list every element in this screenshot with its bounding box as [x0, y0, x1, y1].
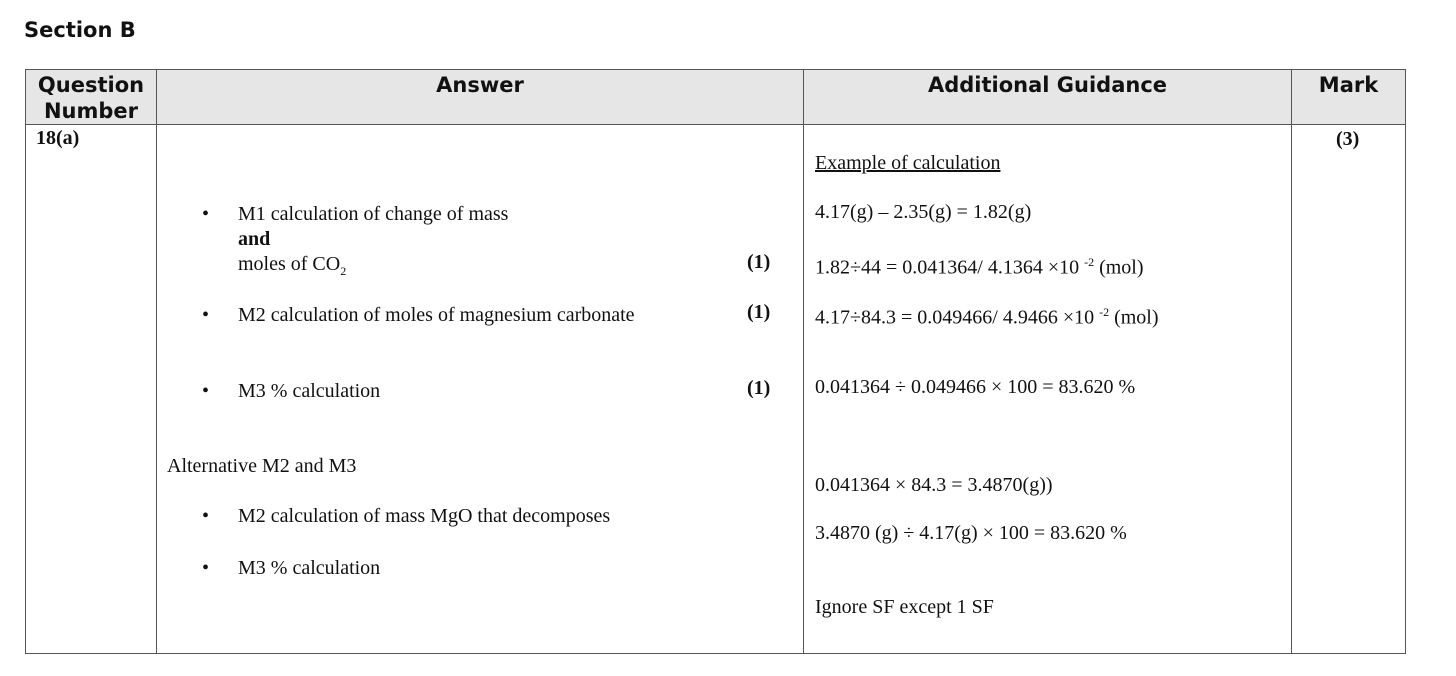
- question-number: 18(a): [36, 127, 80, 149]
- guidance-line5: 0.041364 × 84.3 = 3.4870(g)): [815, 474, 1053, 496]
- column-divider: [803, 70, 804, 653]
- guidance-example-heading: Example of calculation: [815, 152, 1001, 174]
- bullet-icon: •: [202, 203, 210, 225]
- header-question-line1: Question: [37, 73, 145, 97]
- guidance-line2: [815, 250, 1144, 280]
- total-mark: (3): [1336, 128, 1360, 150]
- header-answer: Answer: [436, 73, 524, 97]
- answer-m1-line2-subscript: 2: [340, 264, 347, 278]
- answer-m3: M3 % calculation: [238, 380, 381, 402]
- answer-m2: M2 calculation of moles of magnesium carbonate: [238, 304, 635, 326]
- guidance-line2-unit: (mol): [1094, 256, 1144, 279]
- bullet-icon: •: [202, 505, 210, 527]
- guidance-line2-exponent: -2: [1084, 255, 1095, 269]
- guidance-line3-unit: (mol): [1109, 306, 1159, 329]
- answer-m2-mark: (1): [747, 301, 771, 323]
- section-title: Section B: [24, 18, 136, 42]
- answer-alt-m2: M2 calculation of mass MgO that decomposes: [238, 505, 611, 527]
- answer-m1-line2-text: moles of CO: [238, 253, 341, 275]
- guidance-line1: 4.17(g) – 2.35(g) = 1.82(g): [815, 201, 1032, 223]
- column-divider: [156, 70, 157, 653]
- answer-m1-line2: [238, 252, 346, 283]
- header-mark: Mark: [1318, 73, 1379, 97]
- mark-scheme-table: [25, 69, 1406, 654]
- header-guidance: Additional Guidance: [927, 73, 1168, 97]
- answer-m3-mark: (1): [747, 377, 771, 399]
- guidance-line3-text: 4.17÷84.3 = 0.049466/ 4.9466 ×10: [815, 306, 1100, 329]
- answer-alt-m3: M3 % calculation: [238, 557, 381, 579]
- bullet-icon: •: [202, 380, 210, 402]
- bullet-icon: •: [202, 557, 210, 579]
- answer-m1-and: and: [238, 228, 271, 250]
- column-divider: [1291, 70, 1292, 653]
- guidance-line4: 0.041364 ÷ 0.049466 × 100 = 83.620 %: [815, 376, 1136, 398]
- guidance-line6: 3.4870 (g) ÷ 4.17(g) × 100 = 83.620 %: [815, 522, 1127, 544]
- answer-m1-line1: M1 calculation of change of mass: [238, 203, 509, 225]
- header-question-number: [26, 72, 156, 124]
- answer-m1-mark: (1): [747, 251, 771, 273]
- header-question-line2: Number: [43, 99, 139, 123]
- bullet-icon: •: [202, 304, 210, 326]
- guidance-line3-exponent: -2: [1099, 305, 1110, 319]
- guidance-line7: Ignore SF except 1 SF: [815, 596, 994, 618]
- guidance-line3: [815, 300, 1159, 330]
- guidance-line2-text: 1.82÷44 = 0.041364/ 4.1364 ×10: [815, 256, 1085, 279]
- answer-alternative-heading: Alternative M2 and M3: [167, 455, 357, 477]
